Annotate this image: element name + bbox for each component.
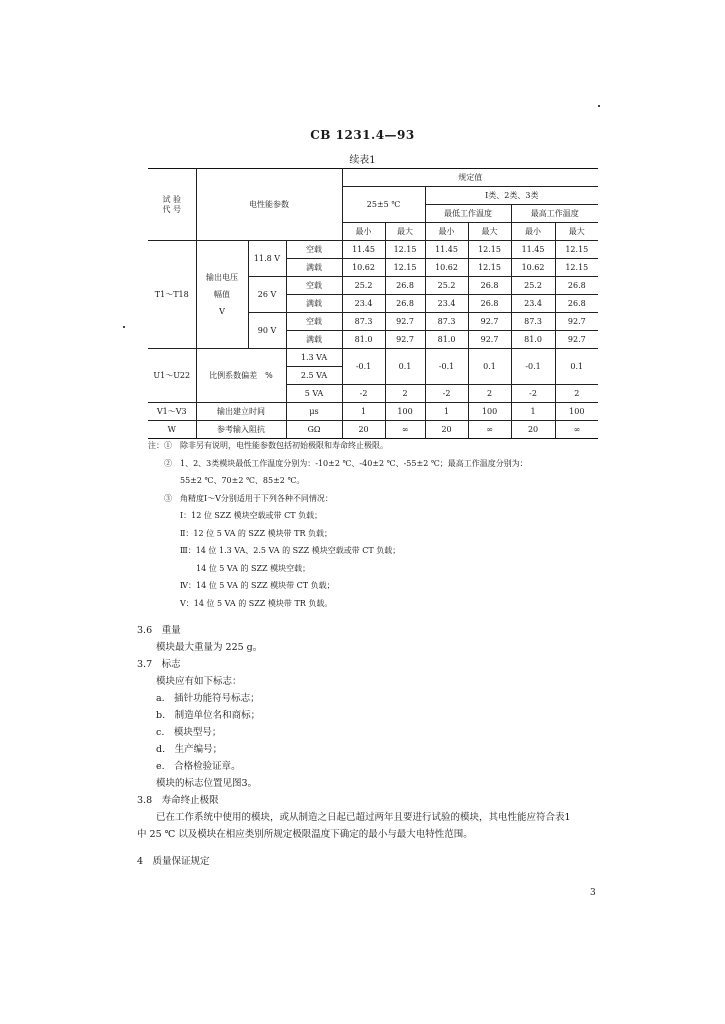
value-cell: 1: [425, 403, 468, 421]
value-cell: 26.8: [468, 295, 511, 313]
body-line: 模块应有如下标志：: [137, 676, 242, 687]
note-line: ③ 角精度Ⅰ～Ⅴ分别适用于下列各种不同情况：: [148, 493, 333, 503]
value-cell: 20: [511, 421, 555, 439]
list-item: a. 插针功能符号标志；: [137, 693, 260, 704]
value-cell: 26.8: [385, 295, 425, 313]
voltage-cell: 11.8 V: [248, 241, 286, 277]
load-cell: 空载: [286, 313, 342, 331]
value-cell: -2: [511, 385, 555, 403]
table-caption: 续表1: [349, 155, 376, 166]
value-cell: 2: [385, 385, 425, 403]
value-cell: ∞: [385, 421, 425, 439]
value-cell: 11.45: [342, 241, 385, 259]
param-cell: 输出建立时间: [196, 403, 286, 421]
scan-speck: [598, 105, 600, 107]
header-max: 最大: [468, 223, 511, 241]
value-cell: 92.7: [555, 331, 598, 349]
va-cell: 5 VA: [286, 385, 342, 403]
header-min: 最小: [511, 223, 555, 241]
value-cell: 92.7: [555, 313, 598, 331]
section-heading-3-8: 3.8 寿命终止极限: [137, 795, 219, 806]
list-item: c. 模块型号；: [137, 727, 222, 738]
body-line: 模块的标志位置见图3。: [137, 778, 258, 789]
value-cell: 23.4: [342, 295, 385, 313]
note-line: 14 位 5 VA 的 SZZ 模块空载；: [148, 563, 311, 573]
value-cell: 100: [385, 403, 425, 421]
value-cell: 25.2: [425, 277, 468, 295]
value-cell: 12.15: [555, 241, 598, 259]
section-heading-3-6: 3.6 重量: [137, 625, 181, 636]
note-line: 55±2 ℃、70±2 ℃、85±2 ℃。: [148, 476, 305, 485]
value-cell: 26.8: [555, 277, 598, 295]
table-notes: [148, 437, 598, 612]
value-cell: 87.3: [511, 313, 555, 331]
value-cell: 92.7: [468, 313, 511, 331]
header-class: I类、2类、3类: [425, 187, 598, 205]
header-low-temp: 最低工作温度: [425, 205, 511, 223]
param-cell: 输出电压 幅值 V: [196, 241, 248, 349]
value-cell: 81.0: [511, 331, 555, 349]
value-cell: 10.62: [342, 259, 385, 277]
value-cell: -2: [425, 385, 468, 403]
header-max: 最大: [555, 223, 598, 241]
value-cell: 2: [468, 385, 511, 403]
value-cell: 100: [555, 403, 598, 421]
unit-cell: μs: [286, 403, 342, 421]
value-cell: 81.0: [342, 331, 385, 349]
value-cell: 100: [468, 403, 511, 421]
note-line: Ⅳ：14 位 5 VA 的 SZZ 模块带 CT 负载；: [148, 581, 335, 590]
voltage-cell: 90 V: [248, 313, 286, 349]
header-test-no: 试 验 代 号: [148, 169, 196, 241]
load-cell: 满载: [286, 259, 342, 277]
value-cell: 12.15: [468, 241, 511, 259]
header-max: 最大: [385, 223, 425, 241]
load-cell: 空载: [286, 241, 342, 259]
standard-header: CB 1231.4—93: [310, 128, 415, 142]
value-cell: 81.0: [425, 331, 468, 349]
value-cell: -0.1: [425, 349, 468, 385]
value-cell: 20: [342, 421, 385, 439]
code-cell: U1～U22: [148, 349, 196, 403]
value-cell: 10.62: [511, 259, 555, 277]
value-cell: 92.7: [385, 331, 425, 349]
value-cell: 11.45: [511, 241, 555, 259]
load-cell: 满载: [286, 295, 342, 313]
value-cell: 26.8: [555, 295, 598, 313]
value-cell: -2: [342, 385, 385, 403]
list-item: e. 合格检验证章。: [137, 761, 241, 772]
value-cell: -0.1: [342, 349, 385, 385]
voltage-cell: 26 V: [248, 277, 286, 313]
body-line: 已在工作系统中使用的模块，或从制造之日起已超过两年且要进行试验的模块，其电性能应符合表1: [137, 812, 571, 823]
load-cell: 空载: [286, 277, 342, 295]
code-cell: W: [148, 421, 196, 439]
value-cell: 20: [425, 421, 468, 439]
value-cell: 10.62: [425, 259, 468, 277]
value-cell: 26.8: [468, 277, 511, 295]
body-text: [137, 622, 607, 870]
value-cell: 12.15: [468, 259, 511, 277]
value-cell: 92.7: [468, 331, 511, 349]
note-line: Ⅴ：14 位 5 VA 的 SZZ 模块带 TR 负载。: [148, 598, 333, 608]
value-cell: 0.1: [385, 349, 425, 385]
note-line: ② 1、2、3类模块最低工作温度分别为：-10±2 ℃、-40±2 ℃、-55±2 ℃；最高工作温度分别为：: [148, 458, 528, 468]
value-cell: 12.15: [385, 259, 425, 277]
value-cell: 87.3: [342, 313, 385, 331]
body-line: 模块最大重量为 225 g。: [137, 642, 263, 653]
code-cell: V1～V3: [148, 403, 196, 421]
value-cell: 0.1: [555, 349, 598, 385]
note-line: Ⅲ：14 位 1.3 VA、2.5 VA 的 SZZ 模块空载或带 CT 负载；: [148, 546, 401, 555]
unit-cell: GΩ: [286, 421, 342, 439]
value-cell: 92.7: [385, 313, 425, 331]
note-line: Ⅰ：12 位 SZZ 模块空载或带 CT 负载；: [148, 511, 323, 520]
value-cell: 25.2: [342, 277, 385, 295]
header-temp-25: 25±5 ℃: [342, 187, 425, 223]
header-param: 电性能参数: [196, 169, 342, 241]
value-cell: 12.15: [385, 241, 425, 259]
header-min: 最小: [342, 223, 385, 241]
value-cell: 1: [511, 403, 555, 421]
value-cell: 11.45: [425, 241, 468, 259]
value-cell: 87.3: [425, 313, 468, 331]
value-cell: 26.8: [385, 277, 425, 295]
list-item: b. 制造单位名和商标；: [137, 710, 261, 721]
value-cell: ∞: [468, 421, 511, 439]
load-cell: 满载: [286, 331, 342, 349]
value-cell: 0.1: [468, 349, 511, 385]
value-cell: 23.4: [425, 295, 468, 313]
spacer: [137, 843, 607, 853]
value-cell: 12.15: [555, 259, 598, 277]
scan-speck: [123, 326, 125, 328]
value-cell: 2: [555, 385, 598, 403]
value-cell: -0.1: [511, 349, 555, 385]
param-cell: 比例系数偏差 %: [196, 349, 286, 403]
header-high-temp: 最高工作温度: [511, 205, 598, 223]
header-min: 最小: [425, 223, 468, 241]
va-cell: 1.3 VA: [286, 349, 342, 367]
note-line: 注：① 除非另有说明，电性能参数包括初始极限和寿命终止极限。: [148, 441, 388, 450]
value-cell: ∞: [555, 421, 598, 439]
spec-table: [148, 168, 598, 439]
code-cell: T1～T18: [148, 241, 196, 349]
header-spec: 规定值: [342, 169, 598, 187]
section-heading-4: 4 质量保证规定: [137, 856, 210, 867]
value-cell: 25.2: [511, 277, 555, 295]
list-item: d. 生产编号；: [137, 744, 223, 755]
section-heading-3-7: 3.7 标志: [137, 659, 181, 670]
value-cell: 1: [342, 403, 385, 421]
param-cell: 参考输入阻抗: [196, 421, 286, 439]
va-cell: 2.5 VA: [286, 367, 342, 385]
page-number: 3: [590, 888, 596, 898]
note-line: Ⅱ：12 位 5 VA 的 SZZ 模块带 TR 负载；: [148, 528, 333, 538]
value-cell: 23.4: [511, 295, 555, 313]
body-line: 中 25 ℃ 以及模块在相应类别所规定极限温度下确定的最小与最大电特性范围。: [137, 829, 473, 840]
